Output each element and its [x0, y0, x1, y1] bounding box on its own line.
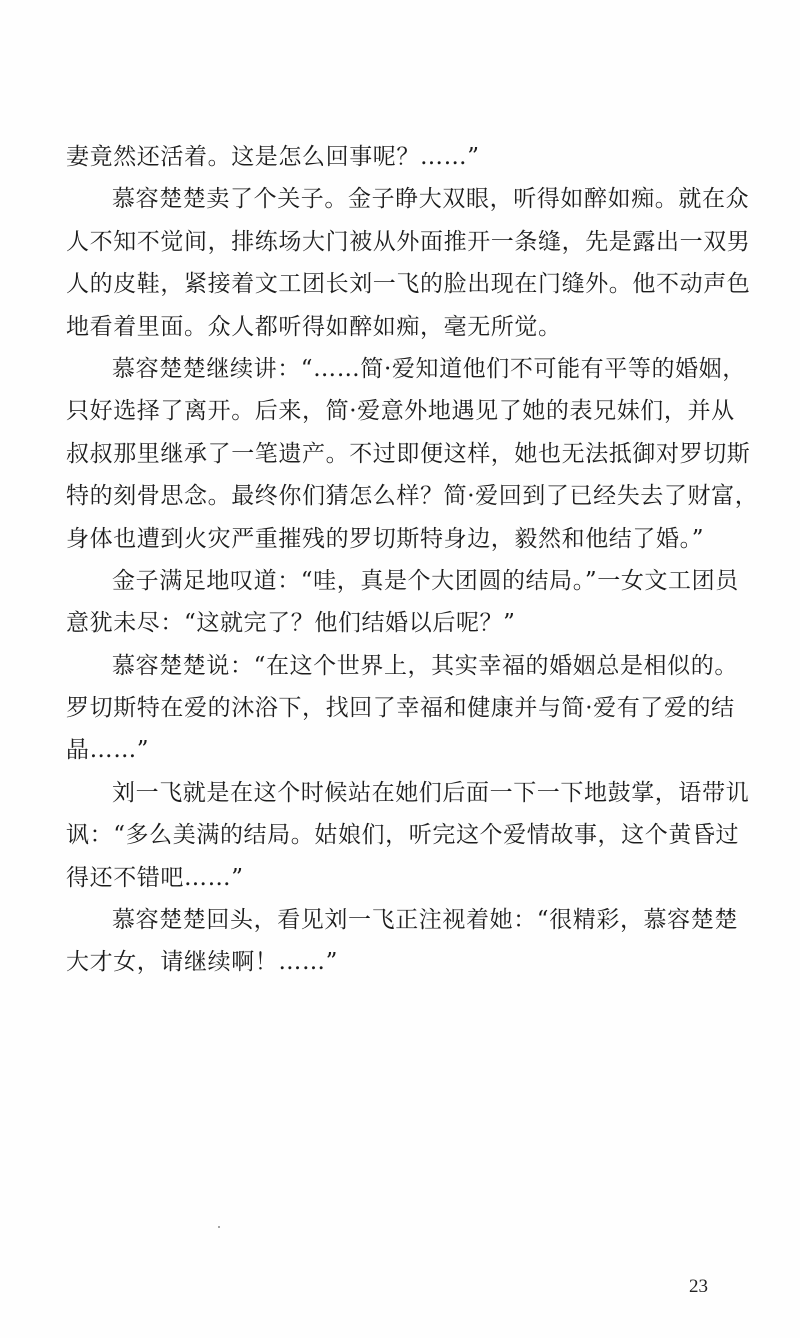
text-line: 意犹未尽：“这就完了？他们结婚以后呢？”	[66, 610, 516, 637]
text-line: 特的刻骨思念。最终你们猜怎么样？简·爱回到了已经失去了财富，	[66, 483, 759, 510]
text-line: 身体也遭到火灾严重摧残的罗切斯特身边，毅然和他结了婚。”	[66, 525, 705, 552]
text-line: 只好选择了离开。后来，简·爱意外地遇见了她的表兄妹们，并从	[66, 398, 735, 425]
text-line: 人不知不觉间，排练场大门被从外面推开一条缝，先是露出一双男	[66, 228, 751, 255]
text-line: 得还不错吧……”	[66, 864, 244, 891]
page-number: 23	[689, 1276, 708, 1297]
text-line: 慕容楚楚回头，看见刘一飞正注视着她：“很精彩，慕容楚楚	[112, 907, 738, 934]
text-line: 晶……”	[66, 737, 150, 764]
text-line: 刘一飞就是在这个时候站在她们后面一下一下地鼓掌，语带讥	[112, 779, 750, 806]
text-line: 慕容楚楚卖了个关子。金子睁大双眼，听得如醉如痴。就在众	[112, 186, 750, 213]
text-line: 妻竟然还活着。这是怎么回事呢？……”	[66, 144, 480, 170]
text-line: 人的皮鞋，紧接着文工团长刘一飞的脸出现在门缝外。他不动声色	[66, 271, 751, 298]
text-line: 大才女，请继续啊！……”	[66, 949, 338, 976]
scan-speck	[218, 1226, 220, 1228]
text-line: 地看着里面。众人都听得如醉如痴，毫无所觉。	[66, 313, 562, 340]
text-line: 慕容楚楚继续讲：“……简·爱知道他们不可能有平等的婚姻，	[112, 355, 746, 382]
text-line: 讽：“多么美满的结局。姑娘们，听完这个爱情故事，这个黄昏过	[66, 822, 740, 849]
text-line: 叔叔那里继承了一笔遗产。不过即便这样，她也无法抵御对罗切斯	[66, 440, 751, 467]
text-body	[66, 136, 759, 984]
text-line: 罗切斯特在爱的沐浴下，找回了幸福和健康并与简·爱有了爱的结	[66, 695, 735, 722]
text-line: 金子满足地叹道：“哇，真是个大团圆的结局。”一女文工团员	[112, 567, 739, 594]
text-line: 慕容楚楚说：“在这个世界上，其实幸福的婚姻总是相似的。	[112, 652, 738, 679]
